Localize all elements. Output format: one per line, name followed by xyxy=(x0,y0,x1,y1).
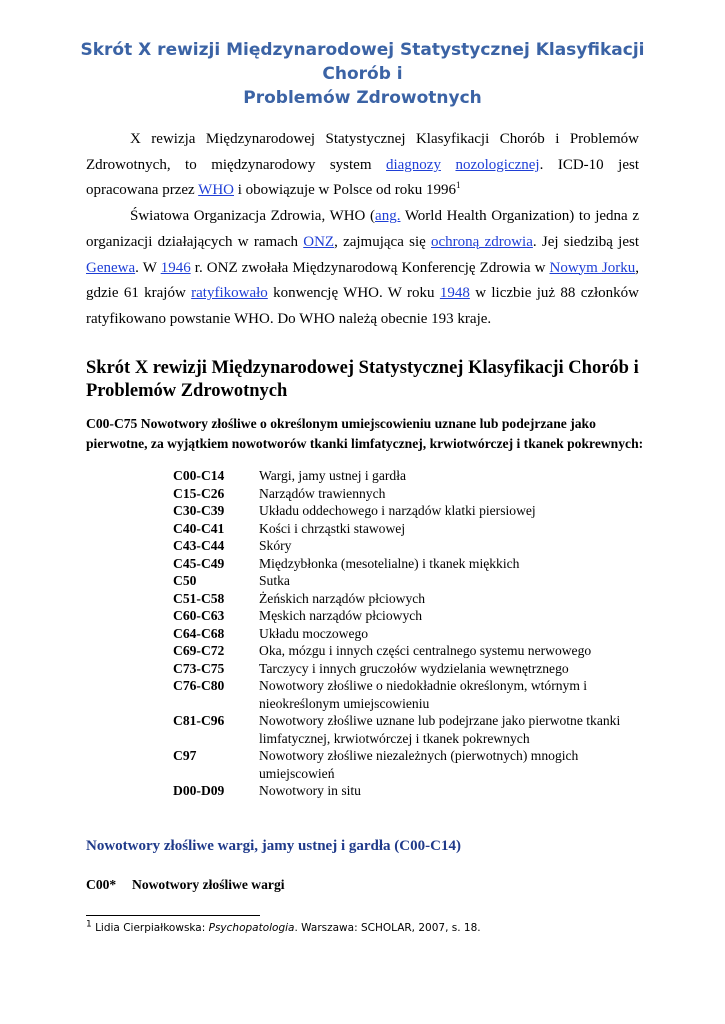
code-row xyxy=(173,502,643,520)
code-row xyxy=(173,485,643,503)
code-row xyxy=(173,555,643,573)
code-description: Skóry xyxy=(259,538,292,553)
code-range: C81-C96 xyxy=(173,713,225,728)
footnote-publication: . Warszawa: SCHOLAR, 2007, s. 18. xyxy=(294,922,481,934)
code-range: C43-C44 xyxy=(173,538,225,553)
code-range: C97 xyxy=(173,748,197,763)
code-row xyxy=(173,520,643,538)
entry-label: Nowotwory złośliwe wargi xyxy=(132,877,285,892)
code-description: Wargi, jamy ustnej i gardła xyxy=(259,468,407,483)
code-row xyxy=(173,607,643,625)
intro-paragraph-2 xyxy=(86,204,639,333)
code-description: Męskich narządów płciowych xyxy=(259,608,423,623)
code-range: C60-C63 xyxy=(173,608,225,623)
code-range: C73-C75 xyxy=(173,660,225,676)
code-row xyxy=(173,467,643,485)
code-row xyxy=(173,537,643,555)
code-row xyxy=(173,642,643,660)
text-run: w liczbie już 88 członków ratyfikowano powstanie WHO. Do WHO należą obecnie 193 kraje. xyxy=(86,285,640,327)
code-range: C64-C68 xyxy=(173,625,225,641)
link-ochrona-zdrowia[interactable]: ochroną zdrowia xyxy=(431,233,533,250)
entry-code: C00* xyxy=(86,877,117,892)
code-row xyxy=(173,782,643,800)
footnote xyxy=(86,919,481,934)
link-1948[interactable]: 1948 xyxy=(439,285,470,302)
text-run: Światowa Organizacja Zdrowia, WHO ( xyxy=(130,208,376,225)
link-ratyfikowalo[interactable]: ratyfikowało xyxy=(191,285,268,302)
group-heading: C00-C75 Nowotwory złośliwe o określonym umiejscowieniu uznane lub podejrzane jako pierwotne, za wyjątkiem nowotworów tkanki limfatycznej, krwiotwórczej i tkanek pokrewnych: xyxy=(86,416,644,451)
text-run xyxy=(441,157,456,173)
code-range: C50 xyxy=(173,573,197,588)
code-row xyxy=(173,625,643,643)
code-range: C69-C72 xyxy=(173,643,225,658)
text-run: r. ONZ zwołała Międzynarodową Konferencję Zdrowia w xyxy=(190,259,550,276)
link-ang[interactable]: ang. xyxy=(375,208,401,225)
code-row xyxy=(173,660,643,678)
code-description: Sutka xyxy=(259,573,290,588)
code-row xyxy=(173,677,643,712)
subsection-heading: Nowotwory złośliwe wargi, jamy ustnej i gardła (C00-C14) xyxy=(86,838,461,854)
code-list xyxy=(173,467,643,800)
code-description: Oka, mózgu i innych części centralnego systemu nerwowego xyxy=(259,643,592,658)
footnote-book-title: Psychopatologia xyxy=(208,922,295,934)
text-run: X rewizja Międzynarodowej Statystycznej Klasyfikacji Chorób i Problemów Zdrowotnych, to międzynarodowy system xyxy=(86,131,639,173)
footnote-divider xyxy=(86,915,260,916)
code-range: D00-D09 xyxy=(173,783,225,798)
link-diagnozy[interactable]: diagnozy xyxy=(385,156,441,173)
link-genewa[interactable]: Genewa xyxy=(86,259,136,276)
code-row xyxy=(173,747,643,782)
entry-c00 xyxy=(86,877,285,893)
code-description: Nowotwory złośliwe uznane lub podejrzane jako pierwotne tkanki limfatycznej, krwiotwórczej i tkanek pokrewnych xyxy=(259,713,621,746)
code-description: Tarczycy i innych gruczołów wydzielania wewnętrznego xyxy=(259,660,569,676)
code-range: C30-C39 xyxy=(173,503,225,518)
text-run: , zajmująca się xyxy=(334,233,432,250)
code-description: Nowotwory złośliwe niezależnych (pierwotnych) mnogich umiejscowień xyxy=(259,748,579,781)
text-run: . ICD-10 jest opracowana przez xyxy=(86,156,639,199)
code-description: Kości i chrząstki stawowej xyxy=(259,520,406,536)
title-line-2: Problemów Zdrowotnych xyxy=(243,88,482,108)
footnote-marker[interactable]: 1 xyxy=(456,180,461,191)
text-run: i obowiązuje w Polsce od roku 1996 xyxy=(233,182,457,199)
link-onz[interactable]: ONZ xyxy=(303,233,335,250)
code-description: Układu moczowego xyxy=(259,625,369,641)
title-line-1: Skrót X rewizji Międzynarodowej Statystycznej Klasyfikacji Chorób i xyxy=(80,40,645,84)
code-row xyxy=(173,712,643,747)
code-range: C76-C80 xyxy=(173,678,225,693)
section-heading: Skrót X rewizji Międzynarodowej Statystycznej Klasyfikacji Chorób i Problemów Zdrowotnych xyxy=(86,358,639,401)
text-run: . Jej siedzibą jest xyxy=(532,233,640,250)
link-who[interactable]: WHO xyxy=(198,182,234,199)
footnote-number: 1 xyxy=(86,919,92,930)
text-run: World Health Organization) to jedna z organizacji działających w ramach xyxy=(86,208,640,250)
code-description: Nowotwory in situ xyxy=(259,783,361,798)
code-row xyxy=(173,590,643,608)
code-row xyxy=(173,572,643,590)
code-range: C40-C41 xyxy=(173,520,225,536)
code-range: C45-C49 xyxy=(173,555,225,571)
text-run: . W xyxy=(135,259,161,276)
code-range: C00-C14 xyxy=(173,468,225,483)
code-description: Żeńskich narządów płciowych xyxy=(259,590,426,606)
code-range: C51-C58 xyxy=(173,590,225,606)
link-1946[interactable]: 1946 xyxy=(160,259,191,276)
code-description: Nowotwory złośliwe o niedokładnie określonym, wtórnym i nieokreślonym umiejscowieniu xyxy=(259,678,588,711)
code-range: C15-C26 xyxy=(173,485,225,501)
code-description: Narządów trawiennych xyxy=(259,485,386,501)
code-description: Międzybłonka (mesotelialne) i tkanek miękkich xyxy=(259,555,520,571)
link-nozologicznej[interactable]: nozologicznej xyxy=(455,156,540,173)
link-nowym-jorku[interactable]: Nowym Jorku xyxy=(549,259,636,276)
text-run: konwencję WHO. W roku xyxy=(267,285,440,302)
page-title xyxy=(60,38,665,110)
intro-text xyxy=(86,127,639,333)
text-run: , gdzie 61 krajów xyxy=(86,259,640,302)
code-description: Układu oddechowego i narządów klatki piersiowej xyxy=(259,503,536,518)
intro-paragraph-1 xyxy=(86,127,639,204)
footnote-author: Lidia Cierpiałkowska: xyxy=(91,922,209,934)
